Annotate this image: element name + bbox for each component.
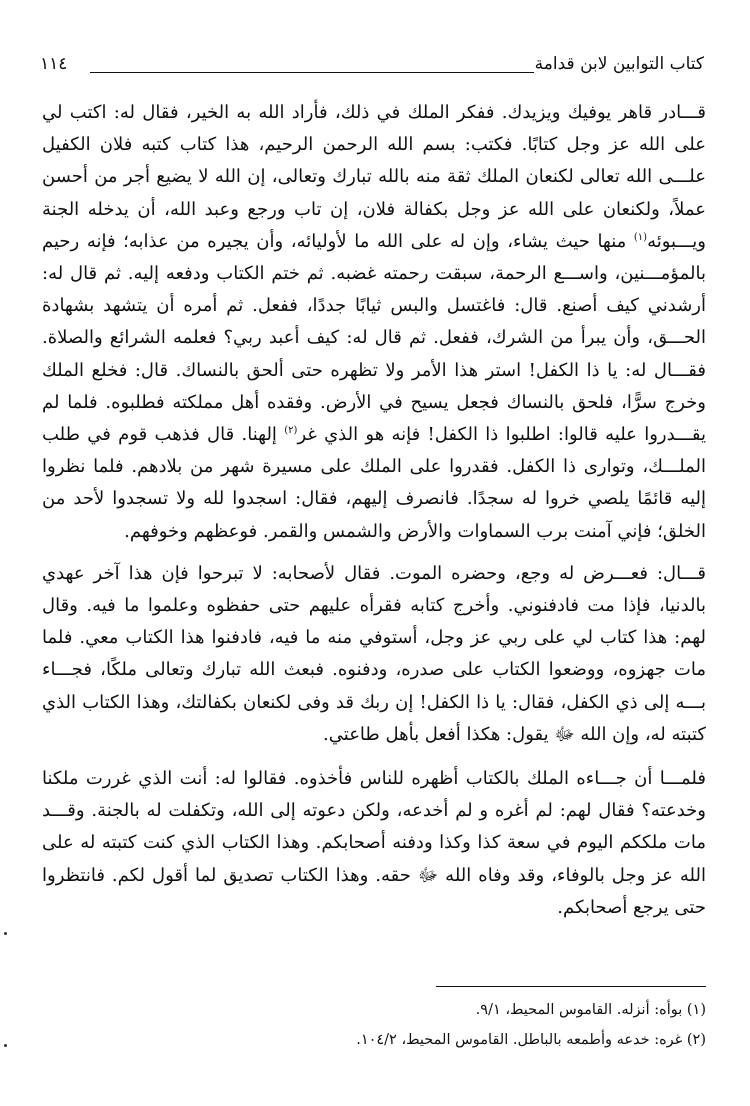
paragraph-2: قـــال: فعـــرض له وجع، وحضره الموت. فقال لأصحابه: لا تبرحوا فإن هذا آخر عهدي بالدنيا، فإذا مت فادفنوني. وأخرج كتابه فقرأه عليهم حتى حفظوه وعلموا ما فيه. وقال لهم: هذا كتاب لي على ربي عز وجل، أستوفي منه ما فيه، فادفنوا هذا الكتاب معي. فلما مات جهزوه، ووضعوا الكتاب على صدره، ودفنوه. فبعث الله تبارك وتعالى ملكًا، فجـــاء بـــه إلى ذي الكفل، فقال: يا ذا الكفل! إن ربك قد وفى لكنعان بكفالتك، وهذا الكتاب الذي كتبته له، وإن الله ﷻ يقول: هكذا أفعل بأهل طاعتي.	[42, 562, 706, 745]
footnote-ref-2: (٢)	[284, 425, 298, 437]
header-rule	[90, 72, 534, 73]
paragraph-1-part-a: قـــادر قاهر يوفيك ويزيدك. ففكر الملك في ذلك، فأراد الله به الخير، فقال له: اكتب لي على الله عز وجل كتابًا. فكتب: بسم الله الرحمن الرحيم، هذا كتاب كتبه فلان الكفيل علـــى الله تعالى لكنعان الملك ثقة منه بالله تبارك وتعالى، إن الله لا يضيع أجر من أحسن عملاً، ولكنعان على الله عز وجل بكفالة فلان، إن تاب ورجع وعبد الله، أن يدخله الجنة ويـــبوئه	[42, 102, 706, 252]
footnotes	[42, 995, 706, 1055]
footnote-1: (١) بوأه: أنزله. القاموس المحيط، ٩/١.	[475, 1002, 706, 1018]
footnote-separator	[436, 986, 706, 987]
margin-dot	[4, 1044, 7, 1047]
page-header	[40, 50, 704, 84]
main-text	[42, 97, 706, 936]
paragraph-3: فلمـــا أن جـــاءه الملك بالكتاب أظهره للناس فأخذوه. فقالوا له: أنت الذي غررت ملكنا وخدعته؟ فقال لهم: لم أغره و لم أخدعه، ولكن دعوته إلى الله، وتكفلت له بالجنة. وقـــد مات ملككم اليوم في سعة كذا وكذا ودفنه أصحابكم. وهذا الكتاب الذي كنت كتبته له على الله عز وجل بالوفاء، وقد وفاه الله ﷻ حقه. وهذا الكتاب تصديق لما أقول لكم. فانتظروا حتى يرجع أصحابكم.	[42, 768, 706, 918]
page-number: ١١٤	[40, 54, 68, 74]
running-title: كتاب التوابين لابن قدامة	[534, 54, 704, 74]
paragraph-1-part-b: منها حيث يشاء، وإن له على الله ما لأوليائه، وأن يجيره من عذابه؛ فإنه رحيم بالمؤمـــنين، واســـع الرحمة، سبقت رحمته غضبه. ثم ختم الكتاب ودفعه إليه. ثم قال له: أرشدني كيف أصنع. قال: فاغتسل والبس ثيابًا جددًا، ففعل. ثم أمره أن يتشهد بشهادة الحـــق، وأن يبرأ من الشرك، ففعل. ثم قال له: كيف أعبد ربي؟ فعلمه الشرائع والصلاة. فقـــال له: يا ذا الكفل! استر هذا الأمر ولا تظهره حتى ألحق بالنساك. قال: فخلع الملك وخرج سرًّا، فلحق بالنساك فجعل يسيح في الأرض. وفقده أهل مملكته فطلبوه. فلما لم يقـــدروا عليه قالوا: اطلبوا ذا الكفل! فإنه هو الذي غر	[42, 230, 706, 446]
paragraph-1	[42, 97, 706, 548]
footnote-2: (٢) غره: خدعه وأطمعه بالباطل. القاموس المحيط، ١٠٤/٢.	[356, 1032, 706, 1048]
margin-dot	[4, 932, 7, 935]
paragraph-1-part-c: إلهنا. قال فذهب قوم في طلب الملـــك، وتوارى ذا الكفل. فقدروا على الملك على مسيرة شهر من بلادهم. فلما نظروا إليه قائمًا يلصي خروا له سجدًا. فانصرف إليهم، فقال: اسجدوا لله ولا تسجدوا لأحد من الخلق؛ فإني آمنت برب السماوات والأرض والشمس والقمر. فوعظهم وخوفهم.	[42, 424, 706, 542]
footnote-ref-1: (١)	[633, 231, 648, 243]
